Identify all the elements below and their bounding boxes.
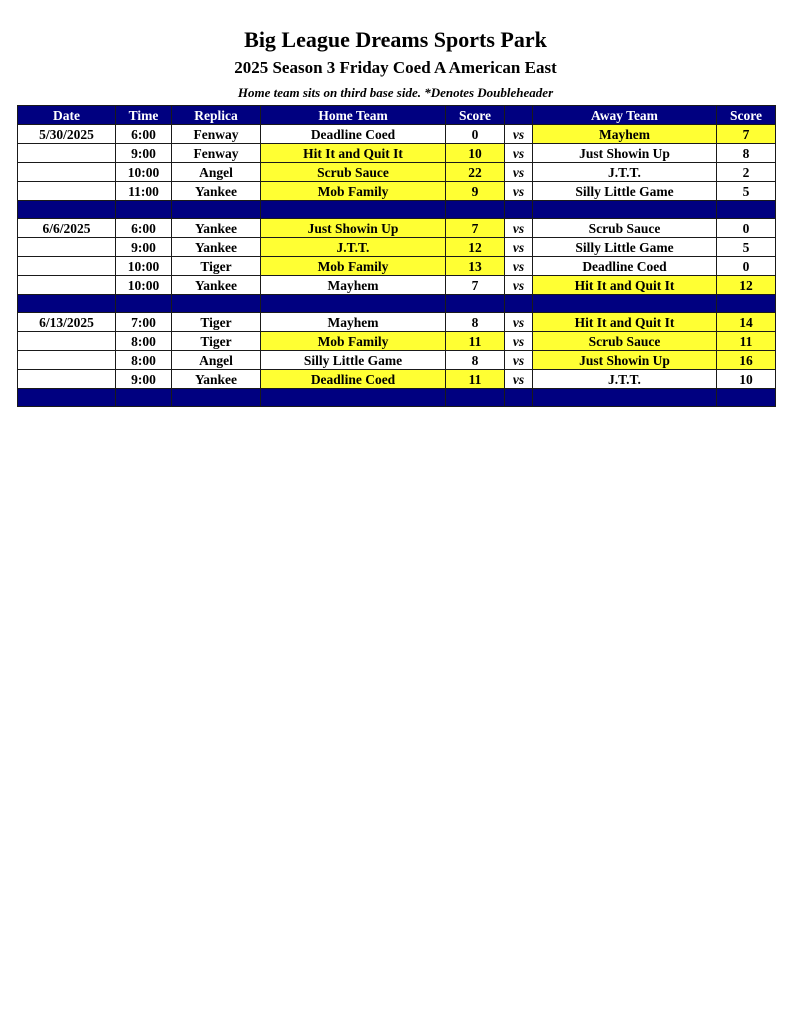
home-score-cell: 22 xyxy=(446,163,505,182)
away-score-cell: 0 xyxy=(717,219,776,238)
separator-cell xyxy=(446,295,505,313)
vs-cell: vs xyxy=(505,370,533,389)
separator-cell xyxy=(717,389,776,407)
home-team-cell: Mayhem xyxy=(261,313,446,332)
away-team-cell: Just Showin Up xyxy=(533,351,717,370)
separator-cell xyxy=(505,201,533,219)
header-home-score: Score xyxy=(446,106,505,125)
time-cell: 10:00 xyxy=(116,163,172,182)
separator-cell xyxy=(172,295,261,313)
home-score-cell: 7 xyxy=(446,276,505,295)
away-team-cell: Silly Little Game xyxy=(533,238,717,257)
vs-cell: vs xyxy=(505,238,533,257)
replica-cell: Yankee xyxy=(172,219,261,238)
vs-cell: vs xyxy=(505,276,533,295)
replica-cell: Angel xyxy=(172,351,261,370)
away-team-cell: Scrub Sauce xyxy=(533,219,717,238)
table-row xyxy=(18,257,776,276)
table-row xyxy=(18,370,776,389)
header-vs xyxy=(505,106,533,125)
time-cell: 8:00 xyxy=(116,351,172,370)
table-row xyxy=(18,238,776,257)
time-cell: 9:00 xyxy=(116,144,172,163)
home-score-cell: 12 xyxy=(446,238,505,257)
date-cell xyxy=(18,276,116,295)
away-score-cell: 5 xyxy=(717,182,776,201)
separator-cell xyxy=(172,201,261,219)
separator-cell xyxy=(446,201,505,219)
vs-cell: vs xyxy=(505,144,533,163)
away-score-cell: 16 xyxy=(717,351,776,370)
home-team-cell: Scrub Sauce xyxy=(261,163,446,182)
table-row xyxy=(18,125,776,144)
replica-cell: Yankee xyxy=(172,276,261,295)
replica-cell: Yankee xyxy=(172,238,261,257)
separator-cell xyxy=(533,389,717,407)
replica-cell: Angel xyxy=(172,163,261,182)
separator-cell xyxy=(18,295,116,313)
away-team-cell: Hit It and Quit It xyxy=(533,313,717,332)
home-score-cell: 11 xyxy=(446,332,505,351)
away-team-cell: Silly Little Game xyxy=(533,182,717,201)
away-score-cell: 2 xyxy=(717,163,776,182)
replica-cell: Tiger xyxy=(172,257,261,276)
home-score-cell: 7 xyxy=(446,219,505,238)
replica-cell: Yankee xyxy=(172,370,261,389)
home-team-cell: Deadline Coed xyxy=(261,125,446,144)
date-cell xyxy=(18,163,116,182)
header-time: Time xyxy=(116,106,172,125)
page-subtitle: 2025 Season 3 Friday Coed A American East xyxy=(234,58,557,77)
separator-cell xyxy=(446,389,505,407)
date-cell xyxy=(18,370,116,389)
home-team-cell: Just Showin Up xyxy=(261,219,446,238)
date-cell: 5/30/2025 xyxy=(18,125,116,144)
separator-cell xyxy=(261,295,446,313)
week-separator-row xyxy=(18,201,776,219)
table-row xyxy=(18,351,776,370)
home-team-note: Home team sits on third base side. *Denotes Doubleheader xyxy=(237,85,554,100)
header-away-team: Away Team xyxy=(533,106,717,125)
header-home-team: Home Team xyxy=(261,106,446,125)
separator-cell xyxy=(533,295,717,313)
home-team-cell: Hit It and Quit It xyxy=(261,144,446,163)
away-team-cell: Deadline Coed xyxy=(533,257,717,276)
separator-cell xyxy=(18,201,116,219)
separator-cell xyxy=(717,295,776,313)
time-cell: 9:00 xyxy=(116,370,172,389)
vs-cell: vs xyxy=(505,332,533,351)
separator-cell xyxy=(717,201,776,219)
vs-cell: vs xyxy=(505,125,533,144)
home-team-cell: Mob Family xyxy=(261,332,446,351)
time-cell: 10:00 xyxy=(116,257,172,276)
date-cell xyxy=(18,238,116,257)
table-row xyxy=(18,332,776,351)
separator-cell xyxy=(505,295,533,313)
header-row xyxy=(18,106,776,125)
table-row xyxy=(18,313,776,332)
away-team-cell: J.T.T. xyxy=(533,163,717,182)
time-cell: 7:00 xyxy=(116,313,172,332)
replica-cell: Yankee xyxy=(172,182,261,201)
away-team-cell: Hit It and Quit It xyxy=(533,276,717,295)
date-cell xyxy=(18,257,116,276)
away-team-cell: Just Showin Up xyxy=(533,144,717,163)
away-score-cell: 14 xyxy=(717,313,776,332)
home-team-cell: J.T.T. xyxy=(261,238,446,257)
table-row xyxy=(18,182,776,201)
date-cell xyxy=(18,332,116,351)
separator-cell xyxy=(18,389,116,407)
time-cell: 6:00 xyxy=(116,125,172,144)
home-team-cell: Deadline Coed xyxy=(261,370,446,389)
date-cell xyxy=(18,144,116,163)
home-team-cell: Mob Family xyxy=(261,257,446,276)
home-team-cell: Mayhem xyxy=(261,276,446,295)
vs-cell: vs xyxy=(505,219,533,238)
separator-cell xyxy=(261,201,446,219)
schedule-table xyxy=(17,105,776,407)
table-row xyxy=(18,219,776,238)
away-team-cell: Mayhem xyxy=(533,125,717,144)
date-cell xyxy=(18,182,116,201)
separator-cell xyxy=(116,295,172,313)
separator-cell xyxy=(172,389,261,407)
away-score-cell: 11 xyxy=(717,332,776,351)
replica-cell: Tiger xyxy=(172,332,261,351)
separator-cell xyxy=(116,389,172,407)
home-score-cell: 10 xyxy=(446,144,505,163)
page-title: Big League Dreams Sports Park xyxy=(244,27,547,52)
replica-cell: Fenway xyxy=(172,144,261,163)
away-score-cell: 0 xyxy=(717,257,776,276)
away-team-cell: J.T.T. xyxy=(533,370,717,389)
replica-cell: Tiger xyxy=(172,313,261,332)
vs-cell: vs xyxy=(505,182,533,201)
time-cell: 8:00 xyxy=(116,332,172,351)
vs-cell: vs xyxy=(505,257,533,276)
away-score-cell: 8 xyxy=(717,144,776,163)
vs-cell: vs xyxy=(505,351,533,370)
vs-cell: vs xyxy=(505,163,533,182)
away-score-cell: 12 xyxy=(717,276,776,295)
header-away-score: Score xyxy=(717,106,776,125)
week-separator-row xyxy=(18,389,776,407)
home-score-cell: 8 xyxy=(446,351,505,370)
away-score-cell: 5 xyxy=(717,238,776,257)
home-score-cell: 13 xyxy=(446,257,505,276)
schedule-body xyxy=(18,125,776,407)
week-separator-row xyxy=(18,295,776,313)
table-row xyxy=(18,163,776,182)
date-cell xyxy=(18,351,116,370)
separator-cell xyxy=(505,389,533,407)
time-cell: 11:00 xyxy=(116,182,172,201)
time-cell: 6:00 xyxy=(116,219,172,238)
header-replica: Replica xyxy=(172,106,261,125)
home-team-cell: Silly Little Game xyxy=(261,351,446,370)
date-cell: 6/6/2025 xyxy=(18,219,116,238)
separator-cell xyxy=(533,201,717,219)
away-score-cell: 10 xyxy=(717,370,776,389)
time-cell: 10:00 xyxy=(116,276,172,295)
home-score-cell: 8 xyxy=(446,313,505,332)
home-score-cell: 0 xyxy=(446,125,505,144)
separator-cell xyxy=(261,389,446,407)
separator-cell xyxy=(116,201,172,219)
home-team-cell: Mob Family xyxy=(261,182,446,201)
home-score-cell: 9 xyxy=(446,182,505,201)
date-cell: 6/13/2025 xyxy=(18,313,116,332)
time-cell: 9:00 xyxy=(116,238,172,257)
header-date: Date xyxy=(18,106,116,125)
away-team-cell: Scrub Sauce xyxy=(533,332,717,351)
replica-cell: Fenway xyxy=(172,125,261,144)
vs-cell: vs xyxy=(505,313,533,332)
table-row xyxy=(18,144,776,163)
away-score-cell: 7 xyxy=(717,125,776,144)
home-score-cell: 11 xyxy=(446,370,505,389)
table-row xyxy=(18,276,776,295)
